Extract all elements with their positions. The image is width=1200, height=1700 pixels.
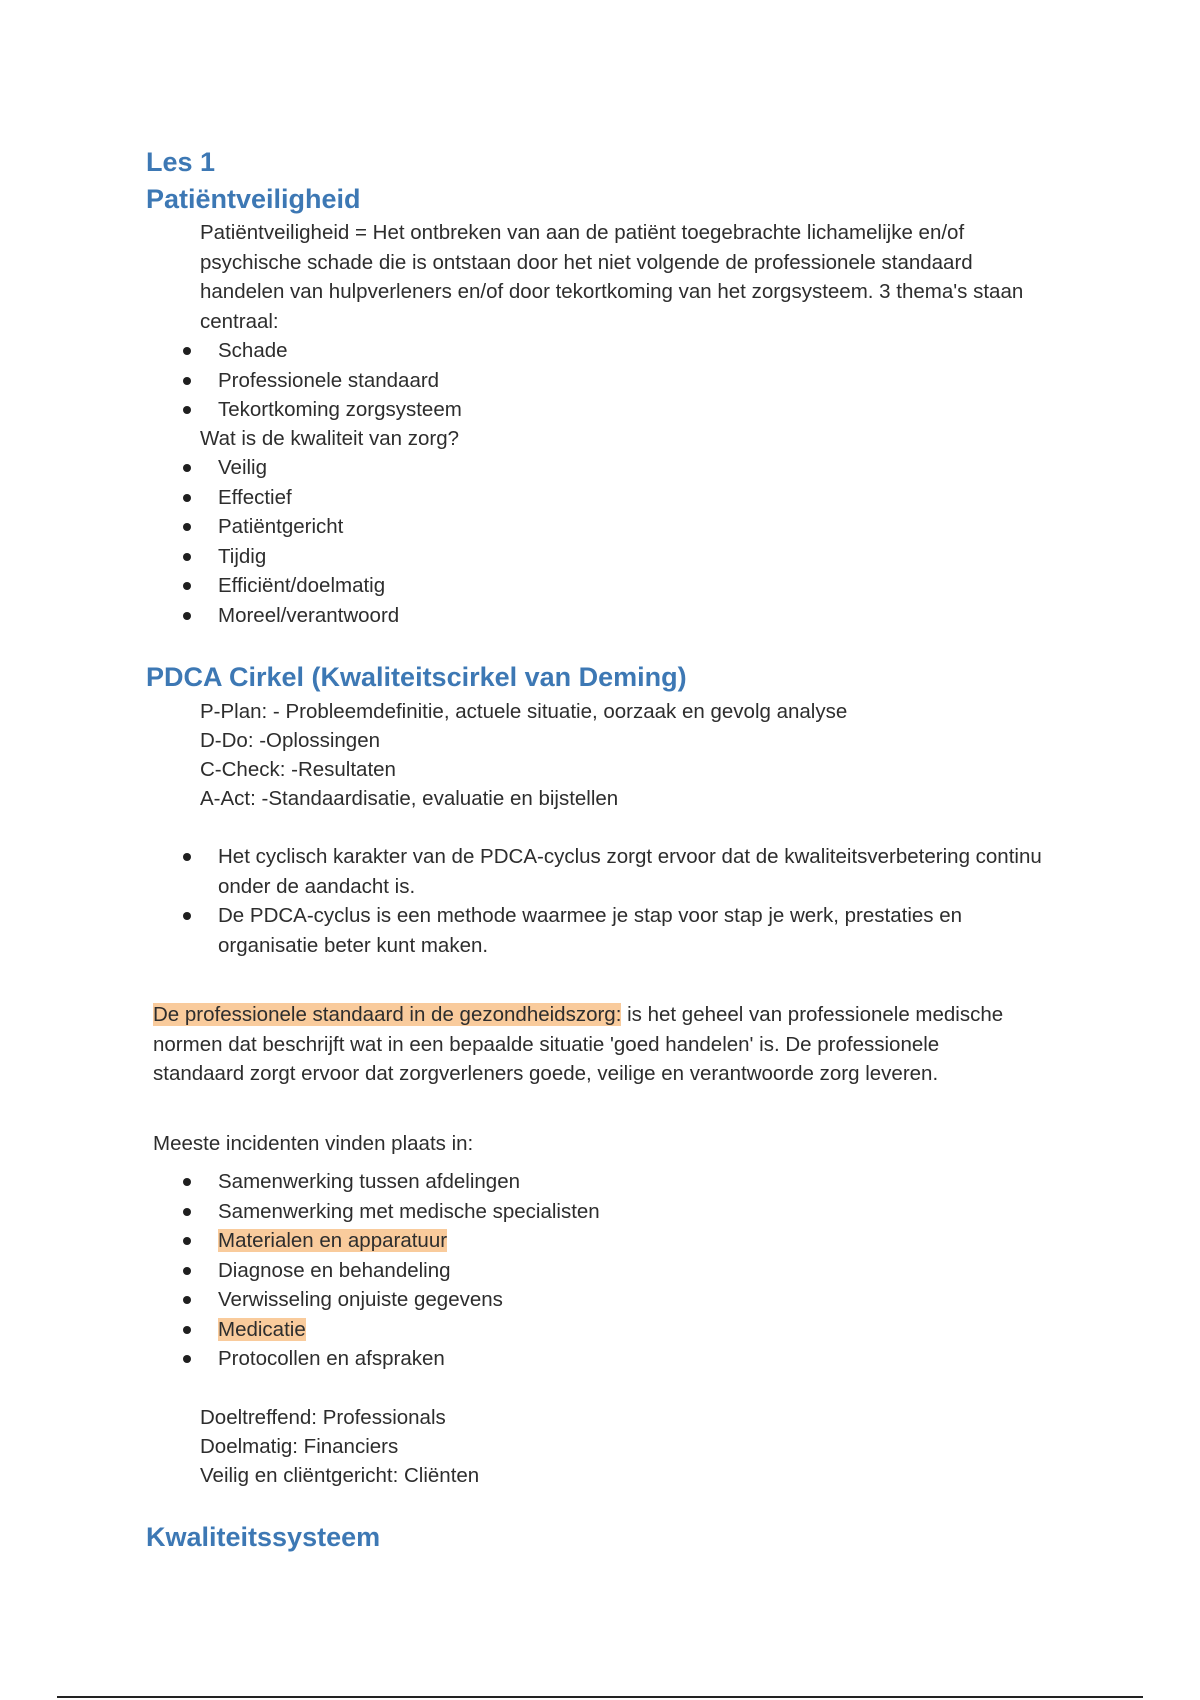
bullet-icon [183,377,191,385]
bullet-icon [183,612,191,620]
professional-standard-paragraph [153,1000,1033,1089]
incidents-list [181,1167,1041,1374]
bullet-icon [183,464,191,472]
pdca-step-do: D-Do: -Oplossingen [200,729,381,752]
list-item: Diagnose en behandeling [181,1256,1041,1286]
page-bottom-divider [57,1696,1143,1698]
incidents-intro: Meeste incidenten vinden plaats in: [153,1132,474,1155]
bullet-icon [183,1208,191,1216]
list-item: Tekortkoming zorgsysteem [181,395,1041,425]
pdca-step-act: A-Act: -Standaardisatie, evaluatie en bijstellen [200,787,619,810]
list-item: Materialen en apparatuur [181,1226,1041,1256]
pdca-step-plan: P-Plan: - Probleemdefinitie, actuele situatie, oorzaak en gevolg analyse [200,700,848,723]
bullet-icon [183,523,191,531]
list-item: Professionele standaard [181,366,1041,396]
stakeholder-financiers: Doelmatig: Financiers [200,1435,399,1458]
professional-standard-text: is het geheel van professionele medische normen dat beschrijft wat in een bepaalde situatie 'goed handelen' is. De professionele standaard zorgt ervoor dat zorgverleners goede, veilige en verantwoorde zorg leveren. [153,1003,1004,1085]
bullet-icon [183,1355,191,1363]
bullet-icon [183,406,191,414]
stakeholder-clienten: Veilig en cliëntgericht: Cliënten [200,1464,480,1487]
bullet-icon [183,553,191,561]
list-item: Samenwerking met medische specialisten [181,1197,1041,1227]
list-item: Veilig [181,453,1041,483]
bullet-icon [183,1326,191,1334]
section-title-patientveiligheid: Patiëntveiligheid [146,184,361,214]
themes-list [181,336,1041,425]
list-item: Effectief [181,483,1041,513]
section-title-kwaliteitssysteem: Kwaliteitssysteem [146,1522,381,1552]
list-item: Medicatie [181,1315,1041,1345]
pdca-step-check: C-Check: -Resultaten [200,758,396,781]
quality-question: Wat is de kwaliteit van zorg? [200,427,460,450]
pdca-bullets [181,842,1051,960]
quality-list [181,453,1041,630]
professional-standard-term: De professionele standaard in de gezondheidszorg: [153,1003,622,1026]
bullet-icon [183,347,191,355]
lesson-heading: Les 1 [146,147,216,177]
list-item: Schade [181,336,1041,366]
list-item: Efficiënt/doelmatig [181,571,1041,601]
list-item: De PDCA-cyclus is een methode waarmee je stap voor stap je werk, prestaties en organisatie beter kunt maken. [181,901,1051,960]
list-item: Protocollen en afspraken [181,1344,1041,1374]
bullet-icon [183,853,191,861]
list-item: Moreel/verantwoord [181,601,1041,631]
bullet-icon [183,1267,191,1275]
bullet-icon [183,1296,191,1304]
bullet-icon [183,1237,191,1245]
list-item: Samenwerking tussen afdelingen [181,1167,1041,1197]
list-item: Patiëntgericht [181,512,1041,542]
list-item: Tijdig [181,542,1041,572]
bullet-icon [183,582,191,590]
bullet-icon [183,494,191,502]
list-item: Het cyclisch karakter van de PDCA-cyclus zorgt ervoor dat de kwaliteitsverbetering continu onder de aandacht is. [181,842,1051,901]
bullet-icon [183,912,191,920]
section-title-pdca: PDCA Cirkel (Kwaliteitscirkel van Deming) [146,662,687,692]
bullet-icon [183,1178,191,1186]
stakeholder-professionals: Doeltreffend: Professionals [200,1406,446,1429]
definition-paragraph: Patiëntveiligheid = Het ontbreken van aan de patiënt toegebrachte lichamelijke en/of psychische schade die is ontstaan door het niet volgende de professionele standaard handelen van hulpverleners en/of door tekortkoming van het zorgsysteem. 3 thema's staan centraal: [200,221,1024,333]
list-item: Verwisseling onjuiste gegevens [181,1285,1041,1315]
